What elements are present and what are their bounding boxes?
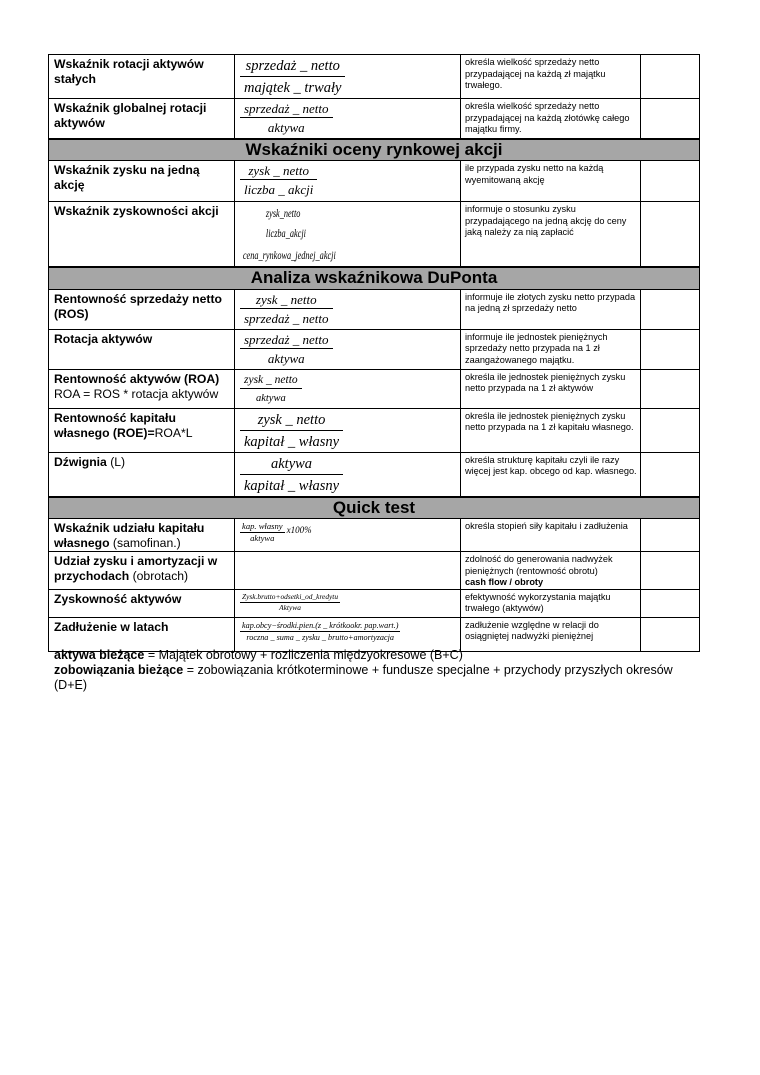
ratio-formula: $\frac{\text{sprzedaż \_ netto}}{\text{aktywa}}$	[235, 99, 461, 139]
ratio-description: określa wielkość sprzedaży netto przypadającej na każdą złotówkę całego majątku firmy.	[461, 99, 641, 139]
ratio-name: Rotacja aktywów	[49, 329, 235, 369]
footnotes	[54, 648, 704, 693]
section-header-dupont: Analiza wskaźnikowa DuPonta	[49, 267, 700, 289]
ratio-formula	[235, 552, 461, 590]
table-row	[49, 289, 700, 329]
ratio-description: określa ile jednostek pieniężnych zysku netto przypada na 1 zł kapitału własnego.	[461, 408, 641, 452]
table-row	[49, 552, 700, 590]
ratio-formula: $\frac{\text{kap.obcy−środki.pien.(z \_ krótkookr. pap.wart.)}}{\text{roczna \_ suma \_ zysku \_ brutto+amortyzacja}}$	[235, 617, 461, 651]
ratio-formula: zysk_netto liczba_akcji cena_rynkowa_jednej_akcji	[235, 202, 461, 268]
ratio-description: określa strukturę kapitału czyli ile razy więcej jest kap. obcego od kap. własnego.	[461, 452, 641, 497]
footnote-current-liabilities: zobowiązania bieżące = zobowiązania krótkoterminowe + fundusze specjalne + przychody przyszłych okresów (D+E)	[54, 663, 673, 692]
empty-cell	[641, 161, 700, 202]
empty-cell	[641, 452, 700, 497]
empty-cell	[641, 408, 700, 452]
section-header-quick-test: Quick test	[49, 497, 700, 519]
table-row	[49, 589, 700, 617]
ratio-description: zdolność do generowania nadwyżek pieniężnych (rentowność obrotu) cash flow / obroty	[461, 552, 641, 590]
empty-cell	[641, 289, 700, 329]
ratio-formula: $\frac{\text{sprzedaż \_ netto}}{\text{aktywa}}$	[235, 329, 461, 369]
table-row	[49, 369, 700, 408]
ratio-name: Wskaźnik udziału kapitału własnego (samofinan.)	[49, 519, 235, 552]
empty-cell	[641, 329, 700, 369]
table-row	[49, 408, 700, 452]
ratio-name: Rentowność kapitału własnego (ROE)=ROA*L	[49, 408, 235, 452]
table-row	[49, 519, 700, 552]
empty-cell	[641, 519, 700, 552]
ratio-name: Rentowność sprzedaży netto (ROS)	[49, 289, 235, 329]
ratio-name: Zadłużenie w latach	[49, 617, 235, 651]
ratio-description: informuje ile jednostek pieniężnych sprzedaży netto przypada na 1 zł zaangażowanego majątku.	[461, 329, 641, 369]
ratio-formula: $\frac{\text{kap. własny}}{\text{aktywa}}$ $^{x100\%}$	[235, 519, 461, 552]
ratio-description: zadłużenie względne w relacji do osiągniętej nadwyżki pieniężnej	[461, 617, 641, 651]
table-row	[49, 161, 700, 202]
empty-cell	[641, 202, 700, 268]
ratio-name: Udział zysku i amortyzacji w przychodach (obrotach)	[49, 552, 235, 590]
ratio-description: ile przypada zysku netto na każdą wyemitowaną akcję	[461, 161, 641, 202]
empty-cell	[641, 369, 700, 408]
table-row	[49, 452, 700, 497]
ratio-formula: $\frac{\text{Zysk.brutto+odsetki\_od\_kredytu}}{\text{Aktywa}}$	[235, 589, 461, 617]
empty-cell	[641, 617, 700, 651]
ratio-name: Wskaźnik rotacji aktywów stałych	[49, 55, 235, 99]
ratio-name: Zyskowność aktywów	[49, 589, 235, 617]
ratio-formula: $\frac{\text{zysk \_ netto}}{\text{kapitał \_ własny}}$	[235, 408, 461, 452]
ratio-name: Wskaźnik zyskowności akcji	[49, 202, 235, 268]
ratio-formula: $\frac{\text{zysk \_ netto}}{\text{sprzedaż \_ netto}}$	[235, 289, 461, 329]
ratio-description: informuje ile złotych zysku netto przypada na jedną zł sprzedaży netto	[461, 289, 641, 329]
ratio-name: Dźwignia (L)	[49, 452, 235, 497]
ratio-description: określa wielkość sprzedaży netto przypadającej na każdą zł majątku trwałego.	[461, 55, 641, 99]
ratio-name: Rentowność aktywów (ROA) ROA = ROS * rotacja aktywów	[49, 369, 235, 408]
section-header-market: Wskaźniki oceny rynkowej akcji	[49, 139, 700, 161]
ratio-name: Wskaźnik zysku na jedną akcję	[49, 161, 235, 202]
table-row	[49, 329, 700, 369]
ratio-description: określa ile jednostek pieniężnych zysku netto przypada na 1 zł aktywów	[461, 369, 641, 408]
ratio-formula: $\frac{\text{zysk \_ netto}}{\text{aktywa}}$	[235, 369, 461, 408]
ratio-formula: $\frac{\text{sprzedaż \_ netto}}{\text{majątek \_ trwały}}$	[235, 55, 461, 99]
footnote-current-assets: aktywa bieżące = Majątek obrotowy + rozliczenia międzyokresowe (B+C)	[54, 648, 463, 662]
empty-cell	[641, 552, 700, 590]
table-row	[49, 202, 700, 268]
ratios-table	[48, 54, 700, 652]
table-row	[49, 617, 700, 651]
ratio-name: Wskaźnik globalnej rotacji aktywów	[49, 99, 235, 139]
ratio-formula: $\frac{\text{aktywa}}{\text{kapitał \_ własny}}$	[235, 452, 461, 497]
ratio-formula: $\frac{\text{zysk \_ netto}}{\text{liczba \_ akcji}}$	[235, 161, 461, 202]
ratio-description: efektywność wykorzystania majątku trwałego (aktywów)	[461, 589, 641, 617]
ratio-description: określa stopień siły kapitału i zadłużenia	[461, 519, 641, 552]
table-row	[49, 55, 700, 99]
empty-cell	[641, 589, 700, 617]
ratio-description: informuje o stosunku zysku przypadającego na jedną akcję do ceny jaką należy za nią zapłacić	[461, 202, 641, 268]
empty-cell	[641, 55, 700, 99]
table-row	[49, 99, 700, 139]
empty-cell	[641, 99, 700, 139]
